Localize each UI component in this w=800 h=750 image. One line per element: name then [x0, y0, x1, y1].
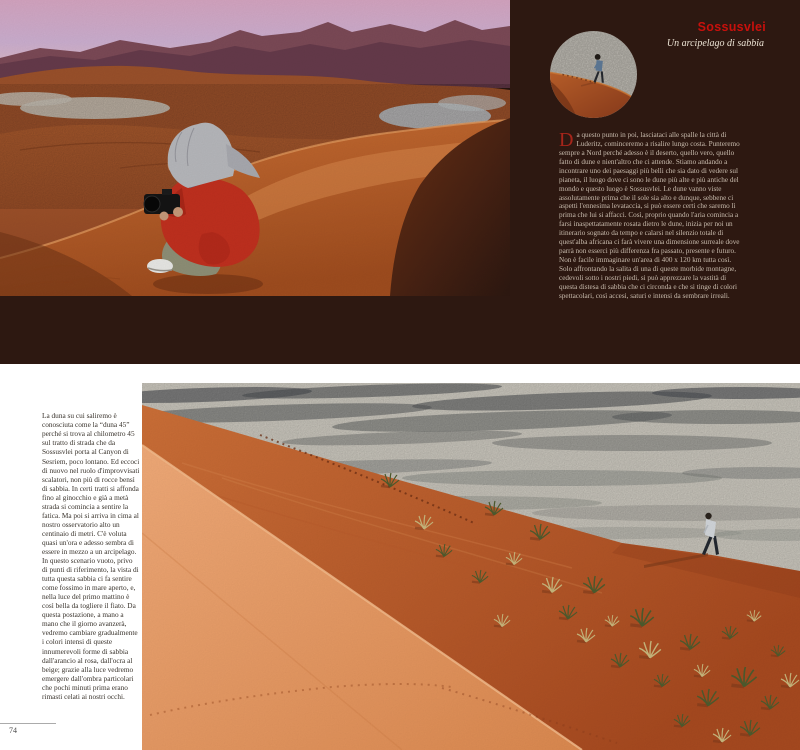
- hero-photo-dune-photographer: [0, 0, 510, 296]
- article-title: Sossusvlei: [697, 20, 766, 34]
- dune45-photo-illustration: [142, 383, 800, 750]
- page-number: 74: [9, 726, 17, 735]
- article-subtitle: Un arcipelago di sabbia: [666, 38, 764, 49]
- intro-dropcap: D: [559, 129, 574, 152]
- circle-photo-illustration: [550, 31, 637, 118]
- sidebar-paragraph: La duna su cui saliremo è conosciuta come la “duna 45” perché si trova al chilometro 45 sul tratto di strada che da Sossusvlei porta al Canyon di Sesriem, poco lontano. Ed eccoci di nuovo nel ruolo d'improvvisati scalatori, non più di rocce bensì di sabbia. In certi tratti si affonda fino al ginocchio e già a metà strada si comincia a sentire la fatica. Ma poi si arriva in cima al nostro osservatorio alto un centinaio di metri. C'è voluta quasi un'ora e adesso sembra di essere in mezzo a un arcipelago. In questo scenario vuoto, privo di punti di riferimento, la vista di tutta questa sabbia ci fa sentire come fossimo in mare aperto, e, nella luce del primo mattino è così bella da togliere il fiato. Da questa postazione, a mano a mano che il giorno avanzerà, vedremo cambiare gradualmente i colori intensi di queste innumerevoli forme di sabbia dall'arancio al rosa, dall'ocra al beige; grazie alla luce vedremo emergere dall'ombra particolari che pochi minuti prima erano rimasti celati ai nostri occhi.: [42, 411, 140, 701]
- top-panel: [0, 0, 800, 364]
- intro-paragraph: [559, 131, 740, 300]
- hero-photo-illustration: [0, 0, 510, 296]
- circle-photo-hiker: [550, 31, 637, 118]
- dune45-photo-with-walker: [142, 383, 800, 750]
- folio-rule: [0, 723, 56, 724]
- intro-text: a questo punto in poi, lasciataci alle spalle la città di Luderitz, cominceremo a risalire lungo costa. Punteremo sempre a Nord perché adesso è il deserto, quello vero, quello fatto di dune e nient'altro che ci attende. Stiamo andando a incontrare uno dei paesaggi più belli che sia dato di vedere sul pianeta, il luogo dove ci sono le dune più alte e più antiche del mondo e questo luogo è Sossusvlei. Le dune vanno viste assolutamente prima che il sole sia alto e dunque, sebbene ci aspetti l'ennesima levataccia, si può essere certi che saremo lì prima che lui si affacci. Così, proprio quando l'aria comincia a farsi inaspettatamente rosata dietro le dune, inizia per noi un itinerario sognato da tempo e calarsi nel silenzio totale di quest'alba africana ci farà vivere una dimensione surreale dove parrà non esserci più differenza fra passato, presente e futuro. Non è facile immaginare un'area di 400 x 120 km tutta così. Solo affrontando la salita di una di queste morbide montagne, cedevoli sotto i nostri piedi, si può apprezzare la vastità di questa distesa di sabbia che ci circonda e che si tinge di colori spettacolari, così accesi, saturi e intensi da sembrare irreali.: [559, 131, 740, 300]
